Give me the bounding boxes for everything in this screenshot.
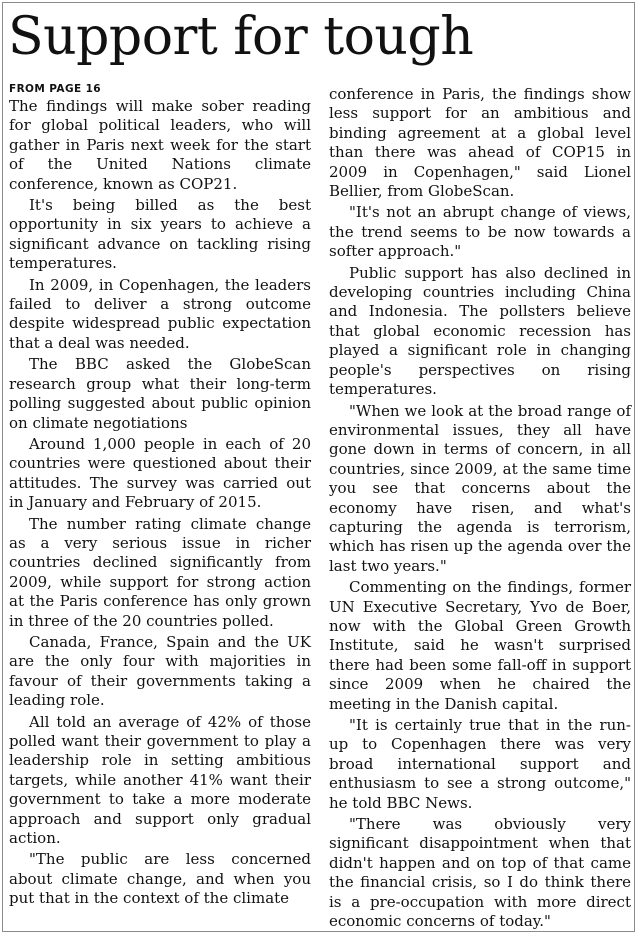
column-right [329,82,631,932]
article-body [9,82,631,932]
paragraph: The number rating climate change as a very serious issue in richer countries declined significantly from 2009, while support for strong action at the Paris conference has only grown in three of the 20 countries polled. [9,514,311,630]
paragraph: Public support has also declined in developing countries including China and Indonesia. The pollsters believe that global economic recession has played a significant role in changing people's perspectives on rising temperatures. [329,263,631,399]
paragraph: Canada, France, Spain and the UK are the only four with majorities in favour of their governments taking a leading role. [9,632,311,710]
headline: Support for tough [8,7,474,67]
paragraph: The BBC asked the GlobeScan research group what their long-term polling suggested about public opinion on climate negotiations [9,355,311,432]
paragraph: Commenting on the findings, former UN Executive Secretary, Yvo de Boer, now with the Global Green Growth Institute, said he wasn't surprised there had been some fall-off in support since 2009 when he chaired the meeting in the Danish capital. [329,578,631,713]
paragraph: All told an average of 42% of those polled want their government to play a leadership role in setting ambitious targets, while another 41% want their government to take a more moderate approach and support only gradual action. [9,712,311,848]
paragraph: "When we look at the broad range of environmental issues, they all have gone down in terms of concern, in all countries, since 2009, at the same time you see that concerns about the economy have risen, and what's capturing the agenda is terrorism, which has risen up the agenda over the last two years." [329,401,631,575]
paragraph: The findings will make sober reading for global political leaders, who will gather in Paris next week for the start of the United Nations climate conference, known as COP21. [9,97,311,193]
paragraph: "It is certainly true that in the run-up to Copenhagen there was very broad international support and enthusiasm to see a strong outcome," he told BBC News. [329,716,631,812]
paragraph: "The public are less concerned about climate change, and when you put that in the context of the climate [9,850,311,908]
paragraph: "It's not an abrupt change of views, the trend seems to be now towards a softer approach." [329,203,631,261]
paragraph: Around 1,000 people in each of 20 countries were questioned about their attitudes. The survey was carried out in January and February of 2015. [9,434,311,512]
continuation-kicker: FROM PAGE 16 [9,83,102,95]
column-left [9,82,311,932]
paragraph: In 2009, in Copenhagen, the leaders failed to deliver a strong outcome despite widespread public expectation that a deal was needed. [9,275,311,352]
paragraph: It's being billed as the best opportunity in six years to achieve a significant advance on tackling rising temperatures. [9,196,311,273]
paragraph: conference in Paris, the findings show less support for an ambitious and binding agreement at a global level than there was ahead of COP15 in 2009 in Copenhagen," said Lionel Bellier, from GlobeScan. [329,85,631,201]
paragraph: "There was obviously very significant disappointment when that didn't happen and on top of that came the financial crisis, so I do think there is a pre-occupation with more direct economic concerns of today." [329,815,631,931]
